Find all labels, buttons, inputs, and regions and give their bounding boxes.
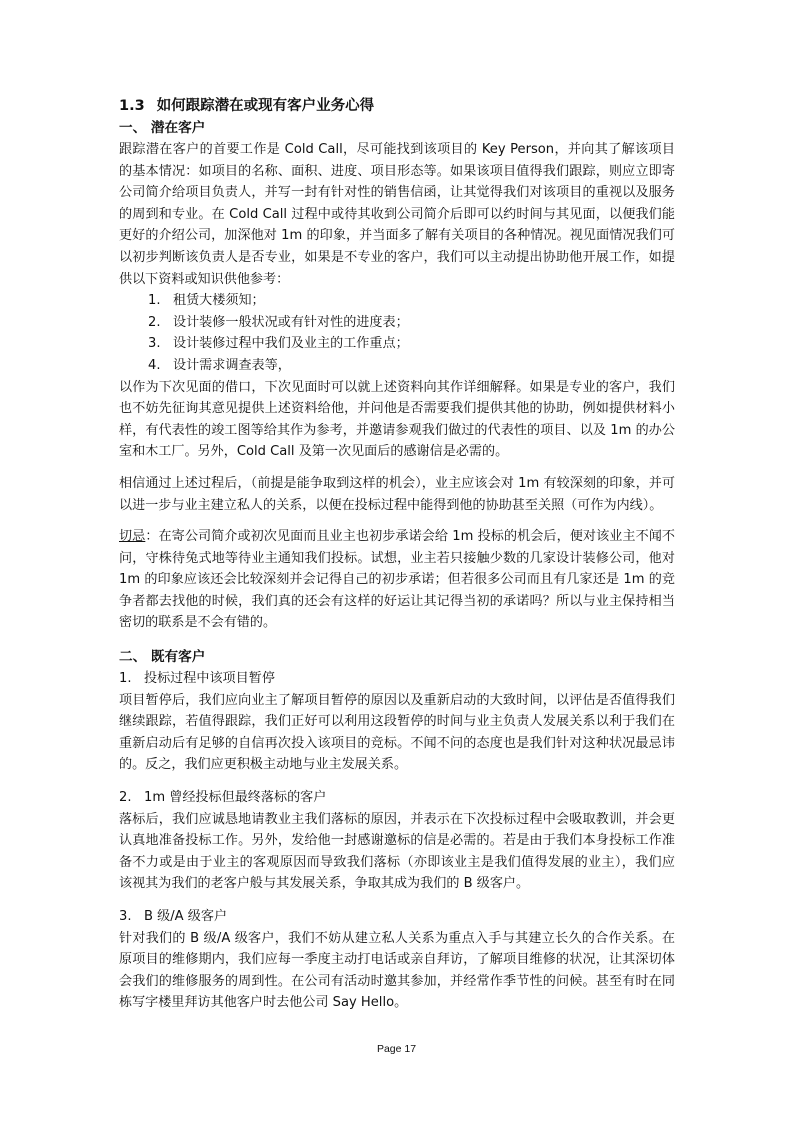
subsection-body-project-paused: 项目暂停后，我们应向业主了解项目暂停的原因以及重新启动的大致时间，以评估是否值得我们继续跟踪，若值得跟踪，我们正好可以利用这段暂停的时间与业主负责人发展关系以利于我们在重新启动后有足够的自信再次投入该项目的竞标。不闻不问的态度也是我们针对这种状况最忌讳的。反之，我们应更积极主动地与业主发展关系。 bbox=[119, 692, 675, 773]
relationship-paragraph: 相信通过上述过程后，（前提是能争取到这样的机会），业主应该会对 1m 有较深刻的印象，并可以进一步与业主建立私人的关系，以便在投标过程中能得到他的协助甚至关照（可作为内线）。 bbox=[119, 475, 675, 513]
list-item: 2. 设计装修一般状况或有针对性的进度表； bbox=[148, 314, 409, 330]
list-item: 4. 设计需求调查表等， bbox=[148, 357, 291, 373]
section-title-existing-clients: 二、 既有客户 bbox=[119, 649, 206, 666]
subsection-title-project-paused: 1. 投标过程中该项目暂停 bbox=[119, 671, 275, 687]
page-number: Page 17 bbox=[376, 1043, 417, 1055]
subsection-body-lost-bid: 落标后，我们应诚恳地请教业主我们落标的原因，并表示在下次投标过程中会吸取教训，并会更认真地准备投标工作。另外，发给他一封感谢邀标的信是必需的。若是由于我们本身投标工作准备不力或是由于业主的客观原因而导致我们落标（亦即该业主是我们值得发展的业主），我们应该视其为我们的老客户般与其发展关系，争取其成为我们的 B 级客户。 bbox=[119, 811, 675, 892]
after-list-paragraph: 以作为下次见面的借口，下次见面时可以就上述资料向其作详细解释。如果是专业的客户，我们也不妨先征询其意见提供上述资料给他，并问他是否需要我们提供其他的协助，例如提供材料小样，有代表性的竣工图等给其作为参考，并邀请参观我们做过的代表性的项目、以及 1m 的办公室和木工厂。另外，Cold Call 及第一次见面后的感谢信是必需的。 bbox=[119, 379, 675, 460]
heading-number: 1.3 bbox=[119, 98, 145, 114]
section-title-potential-clients: 一、 潜在客户 bbox=[119, 120, 206, 136]
list-item: 3. 设计装修过程中我们及业主的工作重点； bbox=[148, 336, 409, 352]
reference-materials-list bbox=[119, 290, 675, 376]
list-item: 1. 租赁大楼须知； bbox=[148, 293, 265, 309]
potential-clients-intro: 跟踪潜在客户的首要工作是 Cold Call，尽可能找到该项目的 Key Person，并向其了解该项目的基本情况：如项目的名称、面积、进度、项目形态等。如果该项目值得我们跟踪，则应立即寄公司简介给项目负责人，并写一封有针对性的销售信函，让其觉得我们对该项目的重视以及服务的周到和专业。在 Cold Call 过程中或待其收到公司简介后即可以约时间与其见面，以便我们能更好的介绍公司，加深他对 1m 的印象，并当面多了解有关项目的各种情况。视见面情况我们可以初步判断该负责人是否专业，如果是不专业的客户，我们可以主动提出协助他开展工作，如提供以下资料或知识供他参考： bbox=[119, 142, 675, 287]
heading-title: 如何跟踪潜在或现有客户业务心得 bbox=[156, 98, 375, 114]
subsection-title-lost-bid: 2. 1m 曾经投标但最终落标的客户 bbox=[119, 790, 327, 806]
caution-paragraph bbox=[119, 526, 675, 634]
section-heading bbox=[119, 95, 675, 117]
caution-text: ：在寄公司简介或初次见面而且业主也初步承诺会给 1m 投标的机会后，便对该业主不闻不问，守株待兔式地等待业主通知我们投标。试想，业主若只接触少数的几家设计装修公司，他对 1m 的印象应该还会比较深刻并会记得自己的初步承诺；但若很多公司而且有几家还是 1m 的竞争者都去找他的时候，我们真的还会有这样的好运让其记得当初的承诺吗？所以与业主保持相当密切的联系是不会有错的。 bbox=[119, 529, 675, 631]
page-content bbox=[119, 95, 675, 1014]
subsection-title-ab-clients: 3. B 级/A 级客户 bbox=[119, 909, 228, 924]
subsection-body-ab-clients: 针对我们的 B 级/A 级客户，我们不妨从建立私人关系为重点入手与其建立长久的合作关系。在原项目的维修期内，我们应每一季度主动打电话或亲自拜访，了解项目维修的状况，让其深切体会我们的维修服务的周到性。在公司有活动时邀其参加，并经常作季节性的问候。甚至有时在同栋写字楼里拜访其他客户时去他公司 Say Hello。 bbox=[119, 930, 675, 1011]
caution-label: 切忌 bbox=[119, 529, 146, 545]
